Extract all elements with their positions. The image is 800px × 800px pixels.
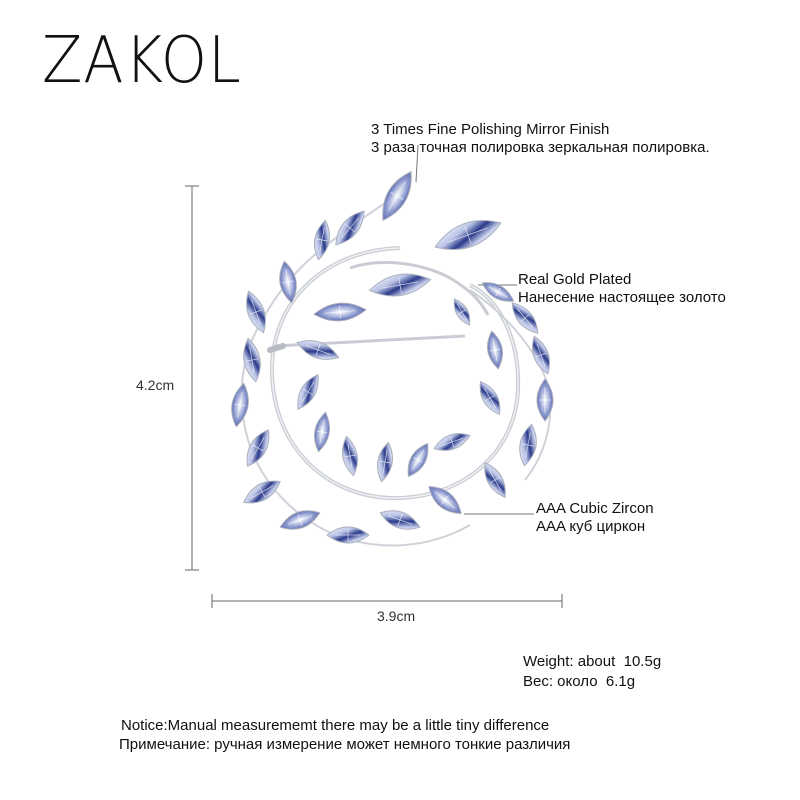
stones-callout [536,500,654,536]
plating-label-ru: Нанесение настоящее золото [518,289,726,306]
finish-callout [371,121,710,157]
notice-label-en: Notice:Manual measurememt there may be a little tiny difference [121,717,550,734]
stones-label-ru: AAA куб циркон [536,518,646,535]
stones-label-en: AAA Cubic Zircon [536,500,654,517]
notice-block [121,716,570,754]
finish-label-ru: 3 раза точная полировка зеркальная полировка. [371,139,710,156]
plating-label-en: Real Gold Plated [518,271,632,288]
finish-label-en: 3 Times Fine Polishing Mirror Finish [371,121,610,138]
weight-info [523,652,661,692]
width-label: 3.9cm [377,608,416,624]
weight-label-en: Weight: about 10.5g [523,653,662,670]
brand-logo: ZAKOL [42,24,242,98]
notice-label-ru: Примечание: ручная измерение может немного тонкие различия [119,736,571,753]
plating-callout [518,271,726,307]
height-label: 4.2cm [136,377,175,393]
weight-label-ru: Вес: около 6.1g [523,673,636,690]
